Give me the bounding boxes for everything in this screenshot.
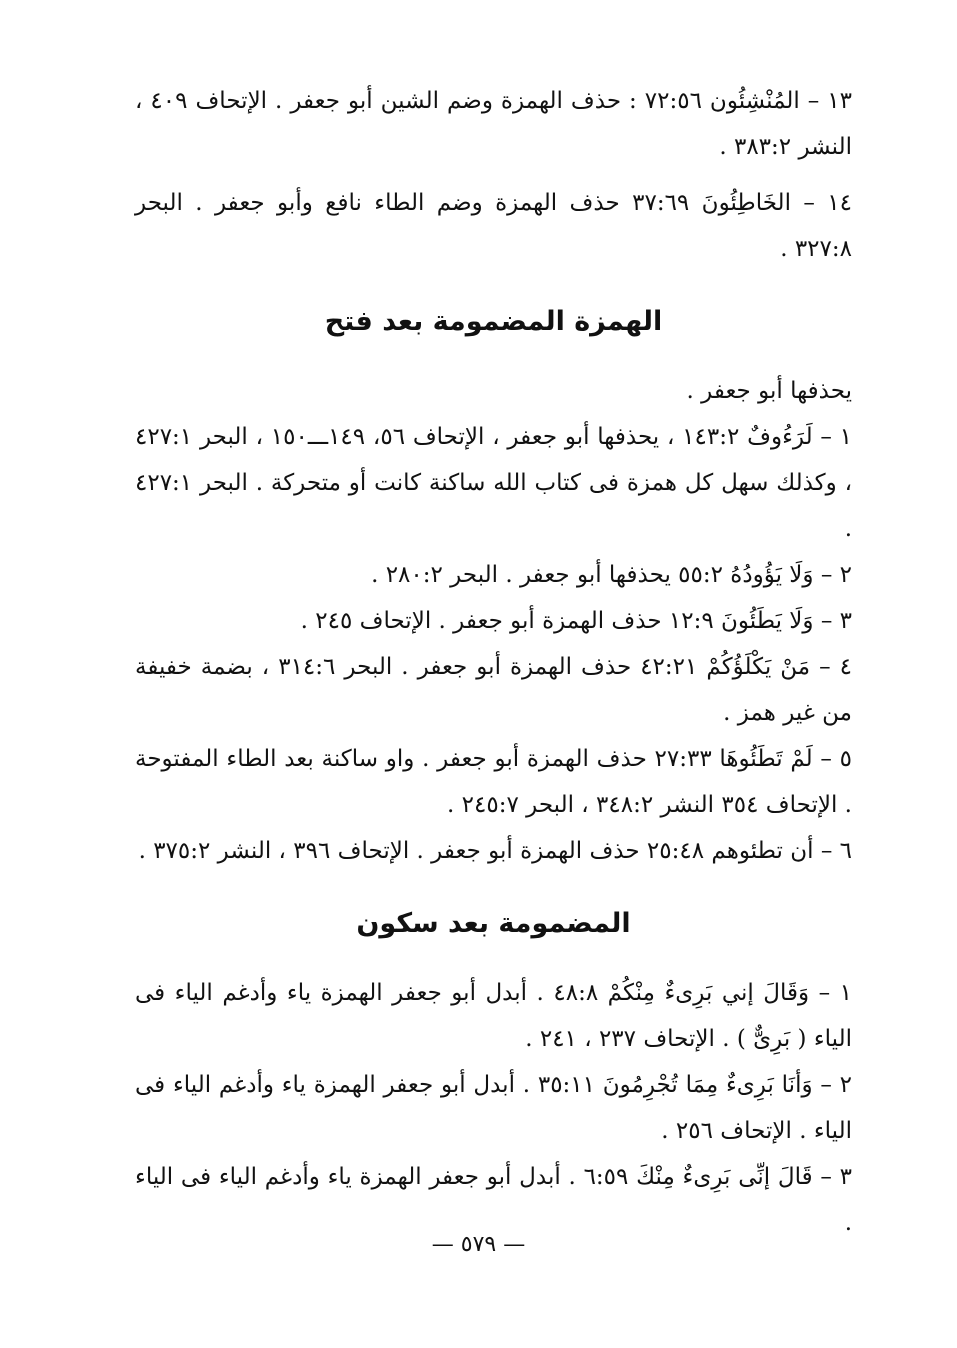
section-intro: يحذفها أبو جعفر . [686, 378, 852, 404]
entry-1: ١ – لَرَءُوفٌ ١٤٣:٢ ، يحذفها أبو جعفر ، الإتحاف ٥٦، ١٤٩ـــ١٥٠ ، البحر ٤٢٧:١ ، وكذلك سهل كل همزة فى كتاب الله ساكنة كانت أو متحركة . البحر ٤٢٧:١ . [135, 424, 852, 542]
entry-2: ٢ – وَأنَا بَرِىءٌ مِمَا تُجْرِمُونَ ٣٥:١١ . أبدل أبو جعفر الهمزة ياء وأدغم الياء فى الياء . الإتحاف ٢٥٦ . [135, 1072, 852, 1144]
entry-3: ٣ – وَلَا يَطَئُونَ ١٢:٩ حذف الهمزة أبو جعفر . الإتحاف ٢٤٥ . [300, 608, 852, 634]
section-fath [135, 302, 852, 874]
section-heading: المضمومة بعد سكون [356, 908, 631, 939]
entry-4: ٤ – مَنْ يَكْلَؤُكُمْ ٤٢:٢١ حذف الهمزة أبو جعفر . البحر ٣١٤:٦ ، بضمة خفيفة من غير همز . [135, 654, 852, 726]
entry-14: ١٤ – الخَاطِئُونَ ٣٧:٦٩ حذف الهمزة وضم الطاء نافع وأبو جعفر . البحر ٣٢٧:٨ . [135, 190, 852, 262]
entry-1: ١ – وَقَالَ إني بَرِىءٌ مِنْكُمْ ٤٨:٨ . أبدل أبو جعفر الهمزة ياء وأدغم الياء فى الياء ( بَرِىٌّ ) . الإتحاف ٢٣٧ ، ٢٤١ . [135, 980, 852, 1052]
entry-6: ٦ – أن تطئوهم ٢٥:٤٨ حذف الهمزة أبو جعفر . الإتحاف ٣٩٦ ، النشر ٣٧٥:٢ . [138, 838, 852, 864]
section-continued [135, 78, 852, 272]
entry-2: ٢ – وَلَا يَؤُودُهُ ٥٥:٢ يحذفها أبو جعفر . البحر ٢٨٠:٢ . [371, 562, 852, 588]
page-number: — ٥٧٩ — [431, 1232, 526, 1257]
entry-13: ١٣ – المُنْشِئُون ٧٢:٥٦ : حذف الهمزة وضم الشين أبو جعفر . الإتحاف ٤٠٩ ، النشر ٣٨٣:٢ . [135, 88, 852, 160]
entry-3: ٣ – قَالَ إنِّى بَرِىءٌ مِنْكَ ٦:٥٩ . أبدل أبو جعفر الهمزة ياء وأدغم الياء فى الياء . [135, 1164, 852, 1236]
section-sukun [135, 904, 852, 1246]
entry-5: ٥ – لَمْ تَطَئُوهَا ٢٧:٣٣ حذف الهمزة أبو جعفر . واو ساكنة بعد الطاء المفتوحة . الإتحاف ٣٥٤ النشر ٣٤٨:٢ ، البحر ٢٤٥:٧ . [135, 746, 852, 818]
section-heading: الهمزة المضمومة بعد فتح [324, 306, 663, 337]
